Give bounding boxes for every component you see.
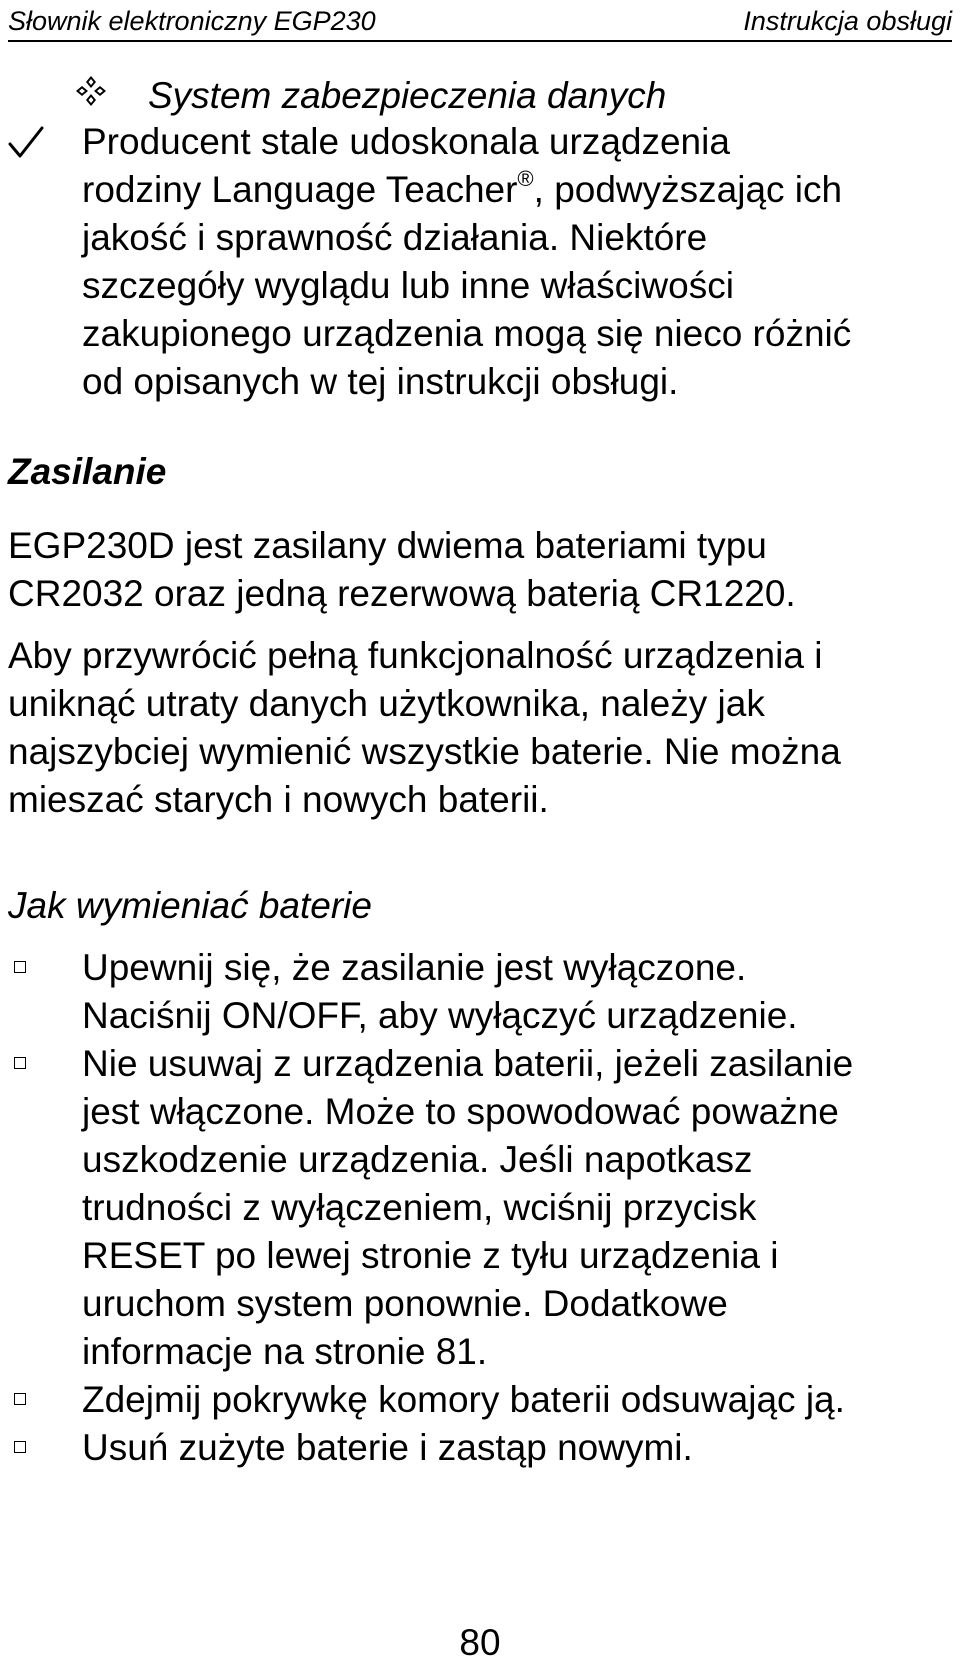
text-line: rodziny Language Teacher®, podwyższając ich: [82, 166, 843, 210]
text-line: RESET po lewej stronie z tyłu urządzenia i: [82, 1235, 779, 1276]
text-line: zakupionego urządzenia mogą się nieco różnić: [82, 313, 852, 354]
page-number: 80: [459, 1622, 501, 1663]
list-item: [82, 1376, 845, 1424]
section-title-data-security: System zabezpieczenia danych: [148, 75, 667, 116]
text-line: jakość i sprawność działania. Niektóre: [82, 217, 708, 258]
text-line: uszkodzenie urządzenia. Jeśli napotkasz: [82, 1139, 753, 1180]
check-mark-icon: [6, 122, 46, 162]
square-bullet-icon: [14, 961, 26, 973]
text-line: Aby przywrócić pełną funkcjonalność urządzenia i: [8, 635, 823, 676]
four-diamond-ornament-icon: [74, 74, 108, 108]
heading-power: Zasilanie: [8, 451, 167, 492]
list-item: [82, 1424, 693, 1472]
text-line: EGP230D jest zasilany dwiema bateriami typu: [8, 525, 767, 566]
text-line: Nie usuwaj z urządzenia baterii, jeżeli zasilanie: [82, 1043, 854, 1084]
text-line: uruchom system ponownie. Dodatkowe: [82, 1283, 728, 1324]
text-line: jest włączone. Może to spowodować poważne: [82, 1091, 839, 1132]
registered-mark: ®: [517, 166, 534, 191]
text-line: Zdejmij pokrywkę komory baterii odsuwając ją.: [82, 1379, 845, 1420]
text-line: trudności z wyłączeniem, wciśnij przycisk: [82, 1187, 757, 1228]
text-line: Upewnij się, że zasilanie jest wyłączone.: [82, 947, 747, 988]
page-header: [8, 4, 952, 42]
paragraph-manufacturer-note: [82, 118, 851, 406]
paragraph-power-batteries: [8, 522, 796, 618]
text-line: uniknąć utraty danych użytkownika, należy jak: [8, 683, 765, 724]
paragraph-power-replace: [8, 632, 841, 824]
square-bullet-icon: [14, 1441, 26, 1453]
square-bullet-icon: [14, 1057, 26, 1069]
list-item: [82, 944, 798, 1040]
text-line: od opisanych w tej instrukcji obsługi.: [82, 361, 679, 402]
text-line: Usuń zużyte baterie i zastąp nowymi.: [82, 1427, 693, 1468]
text-line: Producent stale udoskonala urządzenia: [82, 121, 730, 162]
text-line: szczegóły wyglądu lub inne właściwości: [82, 265, 734, 306]
text-line: informacje na stronie 81.: [82, 1331, 488, 1372]
square-bullet-icon: [14, 1393, 26, 1405]
text-line: Naciśnij ON/OFF, aby wyłączyć urządzenie.: [82, 995, 798, 1036]
text-line: CR2032 oraz jedną rezerwową baterią CR1220.: [8, 573, 796, 614]
header-section: Instrukcja obsługi: [743, 6, 952, 36]
text-line: mieszać starych i nowych baterii.: [8, 779, 549, 820]
heading-battery-replacement: Jak wymieniać baterie: [8, 885, 372, 926]
list-item: [82, 1040, 853, 1376]
text-line: najszybciej wymienić wszystkie baterie. Nie można: [8, 731, 841, 772]
header-title: Słownik elektroniczny EGP230: [8, 6, 376, 36]
